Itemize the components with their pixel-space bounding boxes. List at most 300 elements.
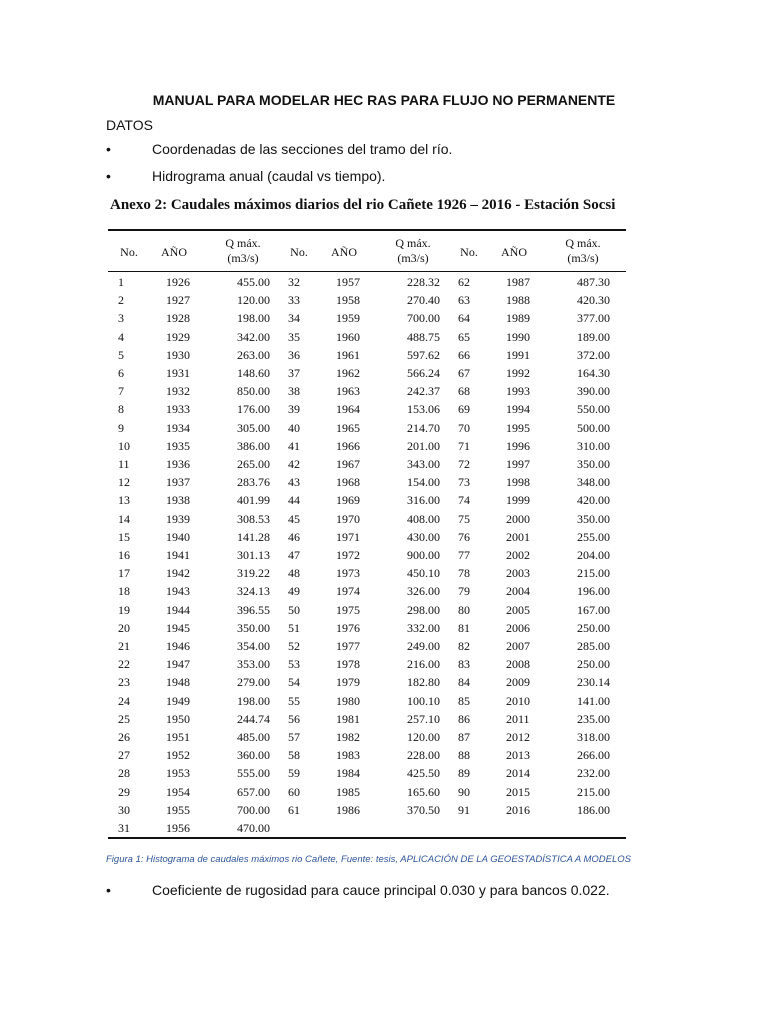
cell-no: 55 [288, 693, 300, 708]
cell-no: 75 [458, 511, 470, 526]
cell-year: 1976 [336, 620, 360, 635]
cell-q-max: 215.00 [577, 566, 610, 581]
header-no: No. [120, 245, 138, 259]
cell-q-max: 350.00 [577, 457, 610, 471]
cell-q-max: 700.00 [407, 311, 440, 326]
cell-q-max: 216.00 [407, 657, 440, 672]
cell-q-max: 204.00 [577, 548, 610, 562]
cell-year: 1927 [166, 293, 190, 308]
cell-year: 1971 [336, 529, 360, 544]
bullet-symbol: • [106, 168, 111, 184]
header-q-max [210, 236, 276, 266]
cell-no: 60 [288, 784, 300, 799]
cell-no: 61 [288, 802, 300, 817]
cell-no: 72 [458, 457, 470, 471]
cell-q-max: 285.00 [577, 639, 610, 653]
cell-no: 90 [458, 784, 470, 799]
cell-year: 1949 [166, 693, 190, 708]
cell-q-max: 425.50 [407, 766, 440, 781]
cell-q-max: 377.00 [577, 311, 610, 326]
header-year: AÑO [161, 245, 187, 259]
cell-q-max: 566.24 [407, 366, 440, 380]
header-q-max [380, 236, 446, 266]
cell-q-max: 176.00 [237, 402, 270, 417]
header-year: AÑO [331, 245, 357, 259]
cell-no: 34 [288, 311, 300, 326]
cell-no: 23 [118, 675, 130, 690]
cell-q-max: 154.00 [407, 475, 440, 490]
cell-year: 1930 [166, 347, 190, 362]
cell-year: 1929 [166, 329, 190, 344]
cell-year: 1967 [336, 457, 360, 471]
cell-q-max: 324.13 [237, 584, 270, 599]
cell-q-max: 900.00 [407, 548, 440, 562]
cell-no: 83 [458, 657, 470, 672]
cell-q-max: 263.00 [237, 347, 270, 362]
cell-q-max: 350.00 [237, 620, 270, 635]
table-top-rule [108, 229, 626, 231]
cell-q-max: 265.00 [237, 457, 270, 471]
cell-year: 1938 [166, 493, 190, 508]
cell-year: 1992 [506, 366, 530, 380]
cell-no: 29 [118, 784, 130, 799]
cell-q-max: 386.00 [237, 438, 270, 453]
cell-year: 1951 [166, 730, 190, 744]
cell-no: 37 [288, 366, 300, 380]
cell-q-max: 342.00 [237, 329, 270, 344]
bullet-text: Hidrograma anual (caudal vs tiempo). [152, 168, 386, 184]
cell-no: 57 [288, 730, 300, 744]
cell-q-max: 550.00 [577, 402, 610, 417]
cell-q-max: 555.00 [237, 766, 270, 781]
table-bottom-rule [108, 837, 626, 839]
header-no: No. [460, 245, 478, 259]
cell-q-max: 657.00 [237, 784, 270, 799]
cell-q-max: 485.00 [237, 730, 270, 744]
cell-no: 42 [288, 457, 300, 471]
cell-no: 44 [288, 493, 300, 508]
cell-q-max: 455.00 [237, 275, 270, 289]
cell-no: 78 [458, 566, 470, 581]
cell-q-max: 597.62 [407, 347, 440, 362]
cell-no: 45 [288, 511, 300, 526]
cell-q-max: 700.00 [237, 802, 270, 817]
cell-no: 2 [118, 293, 124, 308]
cell-q-max: 298.00 [407, 602, 440, 617]
cell-year: 1966 [336, 438, 360, 453]
cell-no: 26 [118, 730, 130, 744]
cell-q-max: 164.30 [577, 366, 610, 380]
cell-no: 66 [458, 347, 470, 362]
cell-q-max: 186.00 [577, 802, 610, 817]
cell-q-max: 153.06 [407, 402, 440, 417]
cell-year: 1974 [336, 584, 360, 599]
cell-q-max: 266.00 [577, 748, 610, 763]
cell-no: 43 [288, 475, 300, 490]
cell-no: 11 [118, 457, 130, 471]
cell-q-max: 257.10 [407, 711, 440, 726]
cell-no: 10 [118, 438, 130, 453]
cell-year: 1977 [336, 639, 360, 653]
cell-year: 2013 [506, 748, 530, 763]
cell-year: 1993 [506, 384, 530, 399]
cell-no: 49 [288, 584, 300, 599]
cell-q-max: 326.00 [407, 584, 440, 599]
cell-year: 1965 [336, 420, 360, 435]
cell-year: 1941 [166, 548, 190, 562]
cell-year: 1985 [336, 784, 360, 799]
cell-year: 1989 [506, 311, 530, 326]
cell-year: 1960 [336, 329, 360, 344]
cell-q-max: 487.30 [577, 275, 610, 289]
cell-q-max: 182.80 [407, 675, 440, 690]
bullet-symbol: • [106, 141, 111, 157]
cell-q-max: 120.00 [407, 730, 440, 744]
cell-q-max: 148.60 [237, 366, 270, 380]
cell-year: 2005 [506, 602, 530, 617]
cell-year: 1958 [336, 293, 360, 308]
cell-no: 86 [458, 711, 470, 726]
cell-q-max: 360.00 [237, 748, 270, 763]
cell-no: 13 [118, 493, 130, 508]
cell-no: 91 [458, 802, 470, 817]
cell-no: 47 [288, 548, 300, 562]
cell-year: 1991 [506, 347, 530, 362]
cell-year: 2010 [506, 693, 530, 708]
cell-q-max: 196.00 [577, 584, 610, 599]
cell-q-max: 165.60 [407, 784, 440, 799]
cell-no: 74 [458, 493, 470, 508]
cell-q-max: 500.00 [577, 420, 610, 435]
cell-q-max: 450.10 [407, 566, 440, 581]
cell-year: 1986 [336, 802, 360, 817]
cell-q-max: 214.70 [407, 420, 440, 435]
cell-no: 69 [458, 402, 470, 417]
cell-q-max: 283.76 [237, 475, 270, 490]
cell-no: 31 [118, 821, 130, 835]
cell-no: 32 [288, 275, 300, 289]
cell-q-max: 420.00 [577, 493, 610, 508]
cell-no: 19 [118, 602, 130, 617]
cell-no: 76 [458, 529, 470, 544]
cell-no: 56 [288, 711, 300, 726]
cell-year: 1961 [336, 347, 360, 362]
cell-year: 1983 [336, 748, 360, 763]
cell-no: 79 [458, 584, 470, 599]
cell-no: 58 [288, 748, 300, 763]
cell-year: 2000 [506, 511, 530, 526]
cell-year: 1988 [506, 293, 530, 308]
cell-no: 46 [288, 529, 300, 544]
cell-q-max: 353.00 [237, 657, 270, 672]
flow-table [108, 229, 626, 839]
cell-year: 1970 [336, 511, 360, 526]
cell-q-max: 228.00 [407, 748, 440, 763]
cell-year: 1959 [336, 311, 360, 326]
cell-no: 1 [118, 275, 124, 289]
cell-q-max: 279.00 [237, 675, 270, 690]
header-q-unit: (m3/s) [227, 251, 259, 265]
cell-year: 1969 [336, 493, 360, 508]
cell-no: 15 [118, 529, 130, 544]
cell-q-max: 348.00 [577, 475, 610, 490]
cell-no: 71 [458, 438, 470, 453]
cell-year: 1943 [166, 584, 190, 599]
cell-q-max: 120.00 [237, 293, 270, 308]
cell-q-max: 470.00 [237, 821, 270, 835]
cell-no: 24 [118, 693, 130, 708]
cell-year: 2001 [506, 529, 530, 544]
cell-q-max: 201.00 [407, 438, 440, 453]
header-q-unit: (m3/s) [397, 251, 429, 265]
figure-caption: Figura 1: Histograma de caudales máximos rio Cañete, Fuente: tesis, APLICACIÓN DE LA GEOESTADÍSTICA A MODELOS [106, 854, 631, 865]
cell-q-max: 167.00 [577, 602, 610, 617]
cell-year: 1999 [506, 493, 530, 508]
document-title: MANUAL PARA MODELAR HEC RAS PARA FLUJO NO PERMANENTE [152, 92, 616, 108]
cell-no: 68 [458, 384, 470, 399]
cell-no: 41 [288, 438, 300, 453]
bullet-text: Coeficiente de rugosidad para cauce principal 0.030 y para bancos 0.022. [152, 882, 610, 898]
cell-q-max: 430.00 [407, 529, 440, 544]
cell-year: 1936 [166, 457, 190, 471]
cell-no: 30 [118, 802, 130, 817]
cell-year: 1980 [336, 693, 360, 708]
cell-year: 1996 [506, 438, 530, 453]
cell-no: 77 [458, 548, 470, 562]
cell-year: 2012 [506, 730, 530, 744]
header-q-label: Q máx. [565, 236, 601, 250]
cell-q-max: 390.00 [577, 384, 610, 399]
cell-year: 1940 [166, 529, 190, 544]
cell-no: 8 [118, 402, 124, 417]
cell-year: 2014 [506, 766, 530, 781]
cell-q-max: 189.00 [577, 329, 610, 344]
cell-no: 18 [118, 584, 130, 599]
cell-year: 2006 [506, 620, 530, 635]
cell-no: 88 [458, 748, 470, 763]
cell-no: 14 [118, 511, 130, 526]
cell-q-max: 232.00 [577, 766, 610, 781]
cell-q-max: 396.55 [237, 602, 270, 617]
cell-year: 1947 [166, 657, 190, 672]
cell-q-max: 316.00 [407, 493, 440, 508]
cell-year: 1973 [336, 566, 360, 581]
cell-no: 20 [118, 620, 130, 635]
cell-year: 1952 [166, 748, 190, 763]
cell-q-max: 408.00 [407, 511, 440, 526]
cell-year: 1932 [166, 384, 190, 399]
cell-year: 1998 [506, 475, 530, 490]
cell-no: 25 [118, 711, 130, 726]
cell-q-max: 850.00 [237, 384, 270, 399]
cell-year: 1948 [166, 675, 190, 690]
cell-q-max: 255.00 [577, 529, 610, 544]
cell-year: 1944 [166, 602, 190, 617]
cell-no: 35 [288, 329, 300, 344]
cell-no: 17 [118, 566, 130, 581]
cell-no: 28 [118, 766, 130, 781]
cell-year: 1955 [166, 802, 190, 817]
cell-no: 7 [118, 384, 124, 399]
cell-q-max: 228.32 [407, 275, 440, 289]
cell-no: 53 [288, 657, 300, 672]
header-q-label: Q máx. [395, 236, 431, 250]
cell-year: 1990 [506, 329, 530, 344]
cell-no: 40 [288, 420, 300, 435]
cell-no: 9 [118, 420, 124, 435]
cell-year: 1954 [166, 784, 190, 799]
cell-no: 50 [288, 602, 300, 617]
cell-no: 3 [118, 311, 124, 326]
cell-year: 1950 [166, 711, 190, 726]
cell-year: 1933 [166, 402, 190, 417]
table-header-rule [108, 271, 626, 272]
header-no: No. [290, 245, 308, 259]
cell-year: 2009 [506, 675, 530, 690]
cell-no: 4 [118, 329, 124, 344]
cell-year: 2011 [506, 711, 530, 726]
cell-q-max: 100.10 [407, 693, 440, 708]
cell-q-max: 343.00 [407, 457, 440, 471]
cell-no: 82 [458, 639, 470, 653]
cell-year: 1946 [166, 639, 190, 653]
cell-no: 70 [458, 420, 470, 435]
cell-year: 1982 [336, 730, 360, 744]
cell-no: 16 [118, 548, 130, 562]
cell-year: 1953 [166, 766, 190, 781]
cell-year: 1975 [336, 602, 360, 617]
cell-year: 2015 [506, 784, 530, 799]
cell-q-max: 488.75 [407, 329, 440, 344]
cell-q-max: 420.30 [577, 293, 610, 308]
cell-no: 81 [458, 620, 470, 635]
cell-q-max: 250.00 [577, 657, 610, 672]
cell-year: 1945 [166, 620, 190, 635]
cell-year: 1934 [166, 420, 190, 435]
cell-year: 1963 [336, 384, 360, 399]
cell-year: 1987 [506, 275, 530, 289]
cell-no: 87 [458, 730, 470, 744]
cell-year: 1981 [336, 711, 360, 726]
cell-no: 63 [458, 293, 470, 308]
cell-year: 1942 [166, 566, 190, 581]
cell-q-max: 141.00 [577, 693, 610, 708]
cell-no: 54 [288, 675, 300, 690]
cell-no: 65 [458, 329, 470, 344]
cell-no: 27 [118, 748, 130, 763]
cell-no: 51 [288, 620, 300, 635]
cell-q-max: 215.00 [577, 784, 610, 799]
cell-year: 1957 [336, 275, 360, 289]
cell-year: 2003 [506, 566, 530, 581]
cell-q-max: 230.14 [577, 675, 610, 690]
cell-year: 2004 [506, 584, 530, 599]
cell-no: 48 [288, 566, 300, 581]
bullet-symbol: • [106, 882, 111, 898]
cell-q-max: 332.00 [407, 620, 440, 635]
cell-year: 2002 [506, 548, 530, 562]
cell-q-max: 372.00 [577, 347, 610, 362]
cell-no: 21 [118, 639, 130, 653]
cell-no: 67 [458, 366, 470, 380]
cell-q-max: 319.22 [237, 566, 270, 581]
cell-q-max: 370.50 [407, 802, 440, 817]
cell-no: 80 [458, 602, 470, 617]
cell-year: 1968 [336, 475, 360, 490]
cell-no: 39 [288, 402, 300, 417]
cell-q-max: 308.53 [237, 511, 270, 526]
cell-q-max: 198.00 [237, 693, 270, 708]
cell-year: 1956 [166, 821, 190, 835]
cell-no: 62 [458, 275, 470, 289]
cell-q-max: 270.40 [407, 293, 440, 308]
cell-q-max: 401.99 [237, 493, 270, 508]
cell-q-max: 244.74 [237, 711, 270, 726]
cell-q-max: 354.00 [237, 639, 270, 653]
cell-no: 52 [288, 639, 300, 653]
cell-q-max: 242.37 [407, 384, 440, 399]
cell-year: 1964 [336, 402, 360, 417]
cell-no: 89 [458, 766, 470, 781]
cell-year: 1995 [506, 420, 530, 435]
cell-no: 59 [288, 766, 300, 781]
header-year: AÑO [501, 245, 527, 259]
cell-year: 1937 [166, 475, 190, 490]
cell-no: 12 [118, 475, 130, 490]
cell-no: 38 [288, 384, 300, 399]
cell-q-max: 249.00 [407, 639, 440, 653]
section-label: DATOS [106, 117, 153, 133]
cell-q-max: 250.00 [577, 620, 610, 635]
cell-no: 84 [458, 675, 470, 690]
cell-year: 2007 [506, 639, 530, 653]
cell-year: 1931 [166, 366, 190, 380]
cell-year: 2016 [506, 802, 530, 817]
cell-year: 1962 [336, 366, 360, 380]
cell-year: 1994 [506, 402, 530, 417]
cell-no: 64 [458, 311, 470, 326]
cell-year: 1997 [506, 457, 530, 471]
cell-year: 1935 [166, 438, 190, 453]
cell-q-max: 301.13 [237, 548, 270, 562]
cell-no: 85 [458, 693, 470, 708]
cell-year: 1979 [336, 675, 360, 690]
bullet-text: Coordenadas de las secciones del tramo del río. [152, 141, 453, 157]
header-q-label: Q máx. [225, 236, 261, 250]
cell-year: 1926 [166, 275, 190, 289]
cell-q-max: 310.00 [577, 438, 610, 453]
cell-q-max: 350.00 [577, 511, 610, 526]
cell-q-max: 318.00 [577, 730, 610, 744]
cell-no: 33 [288, 293, 300, 308]
cell-q-max: 198.00 [237, 311, 270, 326]
cell-year: 1972 [336, 548, 360, 562]
header-q-unit: (m3/s) [567, 251, 599, 265]
cell-q-max: 305.00 [237, 420, 270, 435]
annex-title: Anexo 2: Caudales máximos diarios del rio Cañete 1926 – 2016 - Estación Socsi [110, 197, 616, 213]
cell-year: 1928 [166, 311, 190, 326]
cell-no: 5 [118, 347, 124, 362]
cell-year: 1984 [336, 766, 360, 781]
cell-no: 6 [118, 366, 124, 380]
cell-year: 1978 [336, 657, 360, 672]
cell-q-max: 141.28 [237, 529, 270, 544]
cell-year: 1939 [166, 511, 190, 526]
cell-year: 2008 [506, 657, 530, 672]
header-q-max [550, 236, 616, 266]
cell-no: 36 [288, 347, 300, 362]
cell-q-max: 235.00 [577, 711, 610, 726]
